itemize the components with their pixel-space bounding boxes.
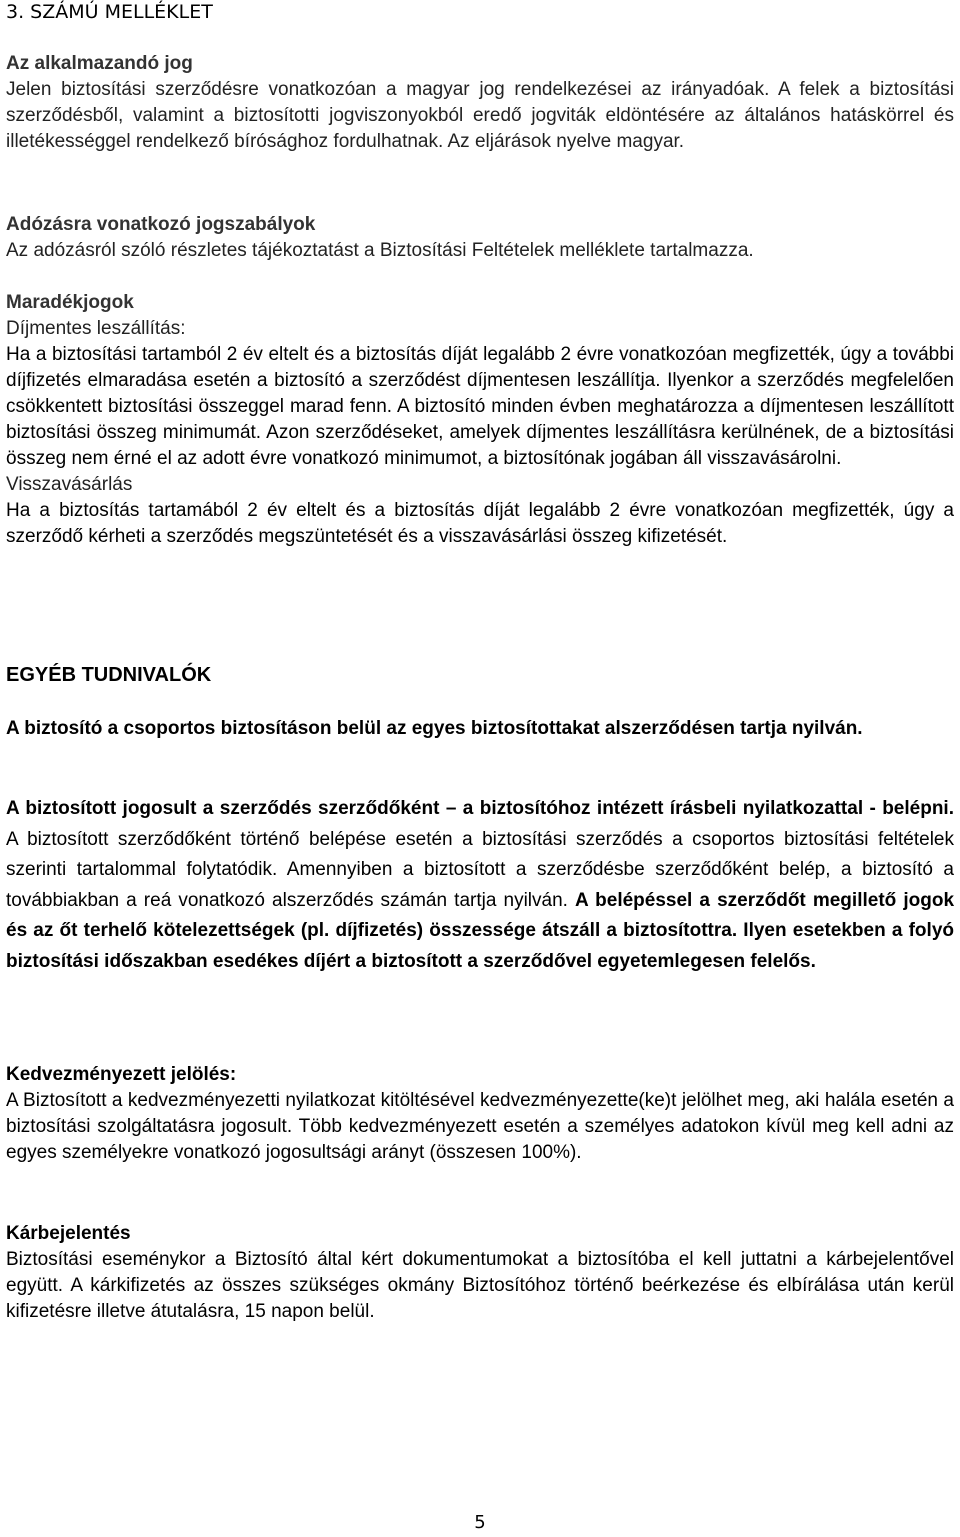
policyholder-entry-text: A biztosított szerződőként történő belépése esetén a biztosítási szerződés a csoportos biztosítási feltételek szerinti tartalommal folytatódik. Amennyiben a biztosított a szerződésbe szerződőként belép, a biztosító a továbbiakban a reá vonatkozó alszerződés számán tartja nyilván.	[6, 828, 954, 911]
applicable-law-section	[6, 51, 954, 155]
tax-rules-section	[6, 212, 954, 264]
surrender-text: Ha a biztosítás tartamából 2 év eltelt és a biztosítás díját legalább 2 évre vonatkozóan megfizették, úgy a szerződő kérheti a szerződés megszüntetését és a visszavásárlási összeg kifizetését.	[6, 500, 954, 547]
surrender-subheading: Visszavásárlás	[6, 474, 133, 495]
page-number: 5	[474, 1512, 486, 1533]
beneficiary-text: A Biztosított a kedvezményezetti nyilatkozat kitöltésével kedvezményezette(ke)t jelölhet meg, aki halála esetén a biztosítási szolgáltatásra jogosult. Több kedvezményezett esetén a személyes adatokon kívül meg kell adni az egyes személyekre vonatkozó jogosultsági arányt (összesen 100%).	[6, 1090, 954, 1163]
other-info-heading-wrap	[6, 662, 954, 688]
policyholder-entry-paragraph	[6, 794, 954, 977]
residual-rights-section	[6, 290, 954, 550]
paid-up-text: Ha a biztosítási tartamból 2 év eltelt és a biztosítás díját legalább 2 évre vonatkozóan megfizették, úgy a további díjfizetés elmaradása esetén a biztosító a szerződést díjmentesen leszállítja. Ilyenkor a szerződés megfelelően csökkentett biztosítási összeggel marad fenn. A biztosító minden évben meghatározza a díjmentesen leszállított biztosítási összeg minimumát. Azon szerződéseket, amelyek díjmentes leszállításra kerülnének, de a biztosítási összeg nem érné el az adott évre vonatkozó minimumot, a biztosítónak jogában áll visszavásárolni.	[6, 344, 954, 469]
applicable-law-heading: Az alkalmazandó jog	[6, 53, 193, 74]
policyholder-entry-bold-2: A belépéssel a szerződőt megillető jogok és az őt terhelő kötelezettségek (pl. díjfizetés) összessége átszáll a biztosítottra. Ilyen esetekben a folyó biztosítási időszakban esedékes díjért a biztosított a szerződővel egyetemlegesen felelős.	[6, 889, 955, 972]
claims-text: Biztosítási eseménykor a Biztosító által kért dokumentumokat a biztosítóba el kell juttatni a kárbejelentővel együtt. A kárkifizetés az összes szükséges okmány Biztosítóhoz történő beérkezése és elbírálása után kerül kifizetésre illetve átutalásra, 15 napon belül.	[6, 1249, 954, 1322]
policyholder-entry-bold-1: A biztosított jogosult a szerződés szerződőként – a biztosítóhoz intézett írásbeli nyilatkozattal - belépni.	[6, 798, 954, 819]
beneficiary-heading: Kedvezményezett jelölés:	[6, 1064, 237, 1085]
annex-title: 3. SZÁMÚ MELLÉKLET	[6, 1, 213, 23]
group-insurance-paragraph: A biztosító a csoportos biztosításon belül az egyes biztosítottakat alszerződésen tartja nyilván.	[6, 718, 863, 739]
residual-rights-heading: Maradékjogok	[6, 292, 134, 313]
paid-up-subheading: Díjmentes leszállítás:	[6, 318, 186, 339]
beneficiary-section	[6, 1062, 954, 1166]
claims-section	[6, 1221, 954, 1325]
claims-heading: Kárbejelentés	[6, 1223, 131, 1244]
applicable-law-text: Jelen biztosítási szerződésre vonatkozóan a magyar jog rendelkezései az irányadóak. A felek a biztosítási szerződésből, valamint a biztosítotti jogviszonyokból eredő jogviták eldöntésére az általános hatáskörrel és illetékességgel rendelkező bírósághoz fordulhatnak. Az eljárások nyelve magyar.	[6, 79, 954, 152]
other-info-heading: EGYÉB TUDNIVALÓK	[6, 664, 212, 686]
tax-rules-heading: Adózásra vonatkozó jogszabályok	[6, 214, 316, 235]
tax-rules-text: Az adózásról szóló részletes tájékoztatást a Biztosítási Feltételek melléklete tartalmazza.	[6, 240, 754, 261]
